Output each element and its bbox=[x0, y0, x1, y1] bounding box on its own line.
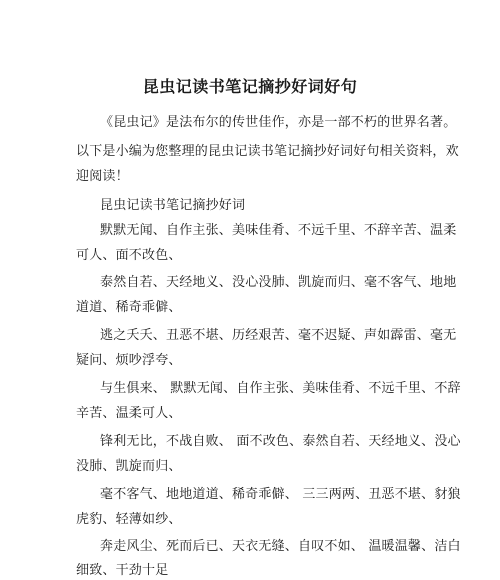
paragraph-line: 默默无闻、自作主张、美味佳肴、不远千里、不辞辛苦、温柔 bbox=[100, 223, 457, 238]
paragraph-line: 疑问、烦吵浮夸、 bbox=[76, 353, 182, 368]
intro-line: 以下是小编为您整理的昆虫记读书笔记摘抄好词好句相关资料，欢 bbox=[76, 144, 459, 159]
intro-line: 迎阅读！ bbox=[76, 169, 129, 184]
paragraph-line: 奔走风尘、死而后已、天衣无缝、自叹不如、 温暖温馨、洁白 bbox=[100, 539, 461, 554]
paragraph-line: 没肺、凯旋而归、 bbox=[76, 459, 182, 474]
paragraph-line: 毫不客气、地地道道、稀奇乖僻、 三三两两、丑恶不堪、豺狼 bbox=[100, 487, 461, 502]
paragraph-line: 逃之夭夭、丑恶不堪、历经艰苦、毫不迟疑、声如霹雷、毫无 bbox=[100, 328, 457, 343]
paragraph-line: 与生俱来、 默默无闻、自作主张、美味佳肴、不远千里、不辞 bbox=[100, 381, 461, 396]
paragraph-line: 细致、干劲十足 bbox=[76, 563, 169, 578]
paragraph-line: 锋利无比，不战自败、 面不改色、泰然自若、天经地义、没心 bbox=[100, 434, 461, 449]
section-heading: 昆虫记读书笔记摘抄好词 bbox=[100, 198, 246, 213]
paragraph-line: 泰然自若、天经地义、没心没肺、凯旋而归、毫不客气、地地 bbox=[100, 275, 457, 290]
paragraph-line: 虎豹、轻薄如纱、 bbox=[76, 512, 182, 527]
paragraph-line: 辛苦、温柔可人、 bbox=[76, 406, 182, 421]
intro-line: 《昆虫记》是法布尔的传世佳作，亦是一部不朽的世界名著。 bbox=[100, 115, 457, 130]
paragraph-line: 可人、面不改色、 bbox=[76, 248, 182, 263]
paragraph-line: 道道、稀奇乖僻、 bbox=[76, 300, 182, 315]
document-title: 昆虫记读书笔记摘抄好词好句 bbox=[142, 77, 358, 96]
